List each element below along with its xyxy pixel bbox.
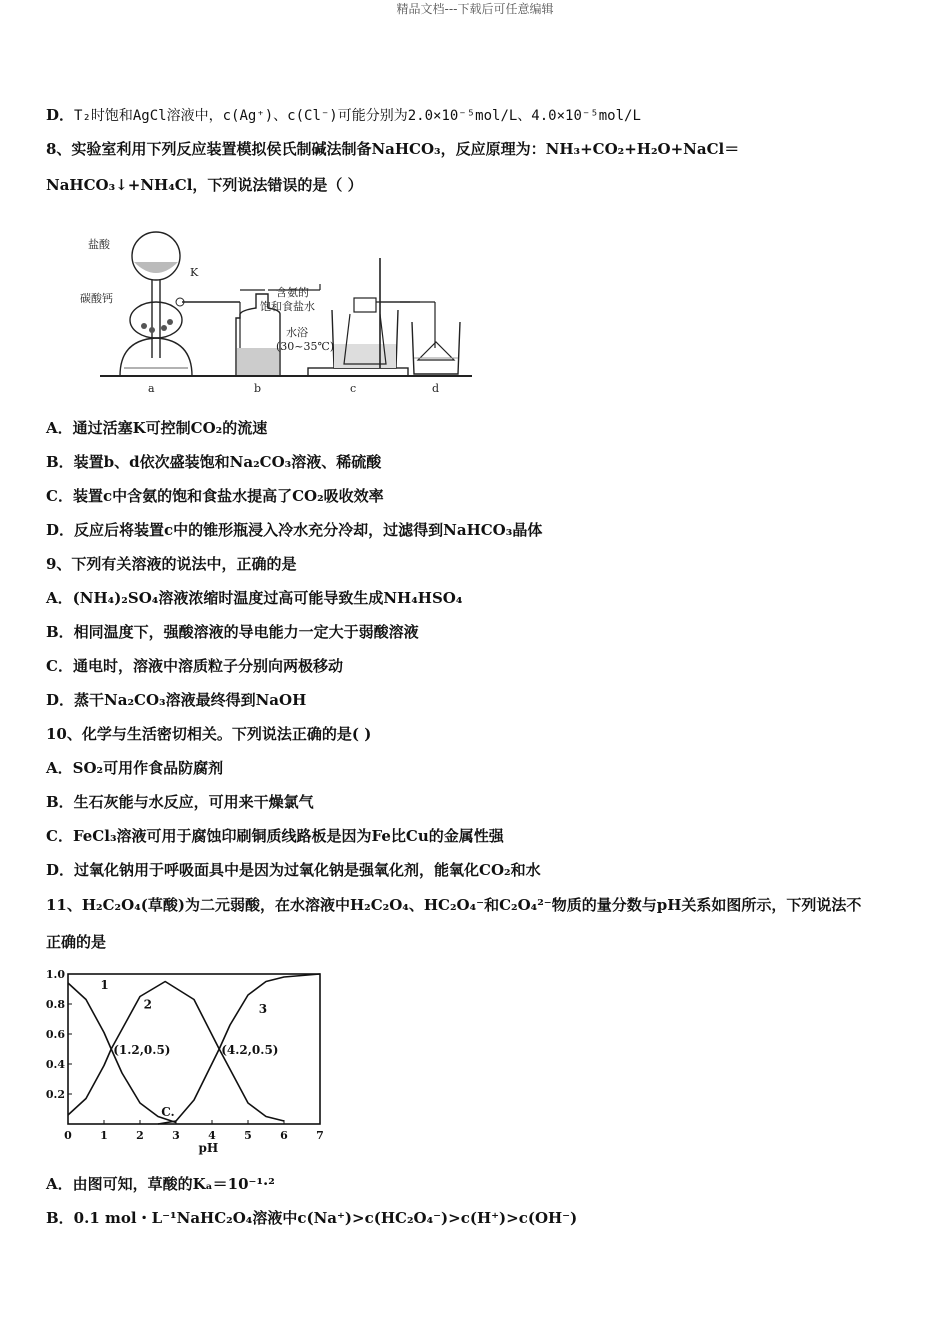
x-tick-label: 3 [172,1129,180,1142]
y-tick-label: 0.4 [45,1058,65,1071]
plot-frame [68,974,320,1124]
option-text: T₂时饱和AgCl溶液中，c(Ag⁺)、c(Cl⁻)可能分别为2.0×10⁻⁵mol/L、4.0×10⁻⁵mol/L [74,108,641,124]
series-label-2: 2 [143,997,152,1012]
label-caco3: 碳酸钙 [80,292,113,305]
annotation-label: C. [161,1105,175,1119]
q11-option-a: A．由图可知，草酸的Kₐ＝10⁻¹·² [46,1175,275,1193]
q9-option-a: A．(NH₄)₂SO₄溶液浓缩时温度过高可能导致生成NH₄HSO₄ [46,589,463,607]
label-bath-1: 水浴 [286,326,308,339]
q9-option-b: B．相同温度下，强酸溶液的导电能力一定大于弱酸溶液 [46,623,419,641]
x-axis-label: pH [198,1141,219,1155]
y-tick-label: 0.6 [45,1028,65,1041]
x-tick-label: 7 [316,1129,324,1142]
q9-option-c: C．通电时，溶液中溶质粒子分别向两极移动 [46,657,343,675]
y-tick-label: 0.2 [45,1088,65,1101]
label-bath-2: (30~35℃) [276,340,335,353]
q9-stem: 9、下列有关溶液的说法中，正确的是 [46,555,297,573]
annotation-label: (4.2,0.5) [221,1043,279,1057]
q8-stem-line1: 8、实验室利用下列反应装置模拟侯氏制碱法制备NaHCO₃，反应原理为：NH₃+CO₂+H₂O+NaCl＝ [46,140,740,158]
q10-option-c: C．FeCl₃溶液可用于腐蚀印刷铜质线路板是因为Fe比Cu的金属性强 [46,827,504,845]
series-label-3: 3 [258,1002,268,1016]
q10-option-b: B．生石灰能与水反应，可用来干燥氯气 [46,793,314,811]
label-hcl: 盐酸 [88,238,110,251]
x-tick-label: 4 [208,1129,216,1142]
q10-stem: 10、化学与生活密切相关。下列说法正确的是( ) [46,725,372,743]
q10-option-a: A．SO₂可用作食品防腐剂 [46,759,224,777]
q8-option-a: A．通过活塞K可控制CO₂的流速 [46,419,268,437]
label-brine-1: 含氨的 [276,286,309,299]
annotation-label: (1.2,0.5) [113,1043,171,1057]
q9-option-d: D．蒸干Na₂CO₃溶液最终得到NaOH [46,691,307,709]
x-tick-label: 5 [244,1129,252,1142]
x-tick-label: 0 [64,1129,72,1142]
series-label-1: 1 [100,978,109,992]
q8-option-b: B．装置b、d依次盛装饱和Na₂CO₃溶液、稀硫酸 [46,453,382,471]
q8-stem-line2: NaHCO₃↓+NH₄Cl，下列说法错误的是（ ） [46,176,363,194]
q11-stem-line1: 11、H₂C₂O₄(草酸)为二元弱酸，在水溶液中H₂C₂O₄、HC₂O₄⁻和C₂O₄²⁻物质的量分数与pH关系如图所示，下列说法不 [46,896,862,914]
q11-option-b: B．0.1 mol・L⁻¹NaHC₂O₄溶液中c(Na⁺)>c(HC₂O₄⁻)>c(H⁺)>c(OH⁻) [46,1209,578,1227]
label-b: b [254,382,262,395]
q8-option-c: C．装置c中含氨的饱和食盐水提高了CO₂吸收效率 [46,487,384,505]
q7-option-d [46,104,641,125]
q8-option-d: D．反应后将装置c中的锥形瓶浸入冷水充分冷却，过滤得到NaHCO₃晶体 [46,521,543,539]
x-tick-label: 2 [136,1129,144,1142]
species-fraction-chart [44,964,344,1159]
label-brine-2: 饱和食盐水 [260,300,315,313]
y-tick-label: 1.0 [45,968,65,981]
x-tick-label: 1 [100,1129,108,1142]
label-k: K [190,266,199,279]
q11-stem-line2: 正确的是 [46,933,107,951]
label-a: a [148,382,155,395]
q10-option-d: D．过氧化钠用于呼吸面具中是因为过氧化钠是强氧化剂，能氧化CO₂和水 [46,861,541,879]
x-tick-label: 6 [280,1129,288,1142]
apparatus-figure [80,218,480,396]
y-tick-label: 0.8 [45,998,65,1011]
option-label: D． [46,106,75,124]
label-d: d [432,382,440,395]
label-c: c [350,382,357,395]
page-header: 精品文档---下载后可任意编辑 [396,2,554,16]
